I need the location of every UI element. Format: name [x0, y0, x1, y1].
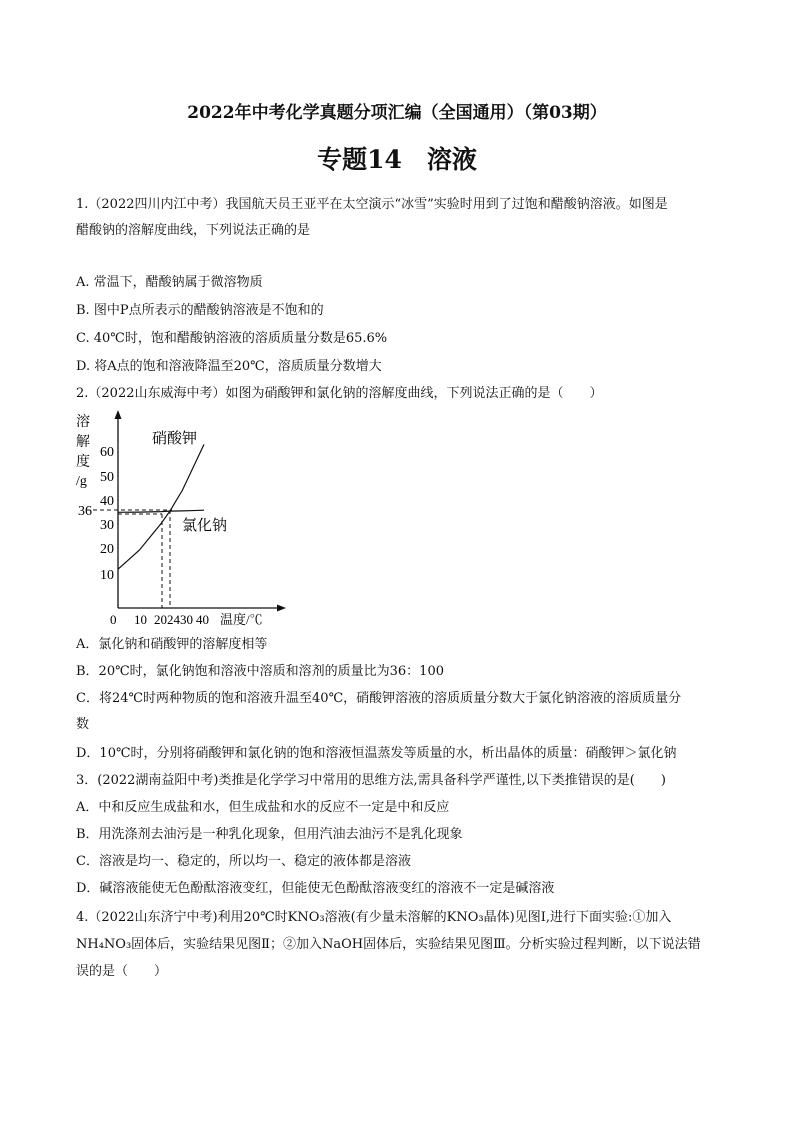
document-title: 2022年中考化学真题分项汇编（全国通用）（第03期）: [187, 103, 607, 123]
y-axis-label-char: 解: [76, 435, 90, 450]
q1-stem-line2: 醋酸钠的溶解度曲线，下列说法正确的是: [76, 223, 311, 238]
q3-stem: 3．(2022湖南益阳中考)类推是化学学习中常用的思维方法,需具备科学严谨性,以下类推错误的是( ): [76, 773, 666, 788]
y-tick-label: 30: [100, 518, 114, 533]
q2-option-d: D．10℃时，分别将硝酸钾和氯化钠的饱和溶液恒温蒸发等质量的水，析出晶体的质量：硝酸钾＞氯化钠: [76, 746, 677, 761]
q3-option-b: B．用洗涤剂去油污是一种乳化现象，但用汽油去油污不是乳化现象: [76, 827, 463, 842]
kno3-curve: [118, 444, 204, 569]
y-axis-label-char: /g: [76, 474, 87, 489]
q4-stem-line2: NH₄NO₃固体后，实验结果见图Ⅱ；②加入NaOH固体后，实验结果见图Ⅲ。分析实验过程判断，以下说法错: [76, 937, 701, 952]
y-marked-value: 36: [78, 504, 92, 519]
x-tick-label: 202430: [154, 612, 193, 627]
y-tick-label: 40: [100, 494, 114, 509]
kno3-label: 硝酸钾: [152, 431, 198, 447]
x-tick-label: 40: [196, 612, 209, 627]
q2-option-b: B．20℃时，氯化钠饱和溶液中溶质和溶剂的质量比为36：100: [76, 664, 444, 679]
topic-heading: 专题14 溶液: [317, 145, 477, 174]
y-tick-label: 60: [100, 445, 114, 460]
q1-option-c: C. 40℃时，饱和醋酸钠溶液的溶质质量分数是65.6%: [76, 331, 388, 346]
q3-option-a: A．中和反应生成盐和水，但生成盐和水的反应不一定是中和反应: [76, 800, 450, 815]
q2-option-c: C．将24℃时两种物质的饱和溶液升温至40℃，硝酸钾溶液的溶质质量分数大于氯化钠溶液的溶质质量分: [76, 691, 682, 706]
nacl-label: 氯化钠: [182, 518, 228, 534]
q4-stem-line3: 误的是（ ）: [76, 964, 168, 979]
q2-stem: 2.（2022山东威海中考）如图为硝酸钾和氯化钠的溶解度曲线，下列说法正确的是（ ）: [76, 386, 603, 401]
x-tick-label: 0: [110, 612, 117, 627]
q2-option-c-cont: 数: [76, 717, 90, 732]
x-tick-label: 10: [134, 612, 147, 627]
y-tick-label: 10: [100, 568, 114, 583]
q1-stem-line1: 1.（2022四川内江中考）我国航天员王亚平在太空演示“冰雪”实验时用到了过饱和醋酸钠溶液。如图是: [76, 197, 668, 212]
q3-option-c: C．溶液是均一、稳定的，所以均一、稳定的液体都是溶液: [76, 854, 411, 869]
q3-option-d: D．碱溶液能使无色酚酞溶液变红，但能使无色酚酞溶液变红的溶液不一定是碱溶液: [76, 881, 555, 896]
q2-option-a: A．氯化钠和硝酸钾的溶解度相等: [76, 637, 268, 652]
solubility-chart: [72, 408, 312, 630]
y-axis-label-char: 溶: [76, 415, 90, 430]
y-tick-label: 50: [100, 470, 114, 485]
nacl-curve: [118, 510, 204, 512]
y-tick-label: 20: [100, 542, 114, 557]
q4-stem-line1: 4.（2022山东济宁中考)利用20℃时KNO₃溶液(有少量未溶解的KNO₃晶体)见图Ⅰ,进行下面实验:①加入: [76, 910, 672, 925]
x-axis-label: 温度/℃: [220, 612, 263, 627]
y-axis-arrow: [115, 410, 122, 419]
y-axis-label-char: 度: [76, 455, 90, 470]
q1-option-a: A. 常温下，醋酸钠属于微溶物质: [76, 275, 263, 290]
q1-option-b: B. 图中P点所表示的醋酸钠溶液是不饱和的: [76, 303, 324, 318]
x-axis-arrow: [277, 605, 286, 612]
q1-option-d: D. 将A点的饱和溶液降温至20℃，溶质质量分数增大: [76, 359, 382, 374]
